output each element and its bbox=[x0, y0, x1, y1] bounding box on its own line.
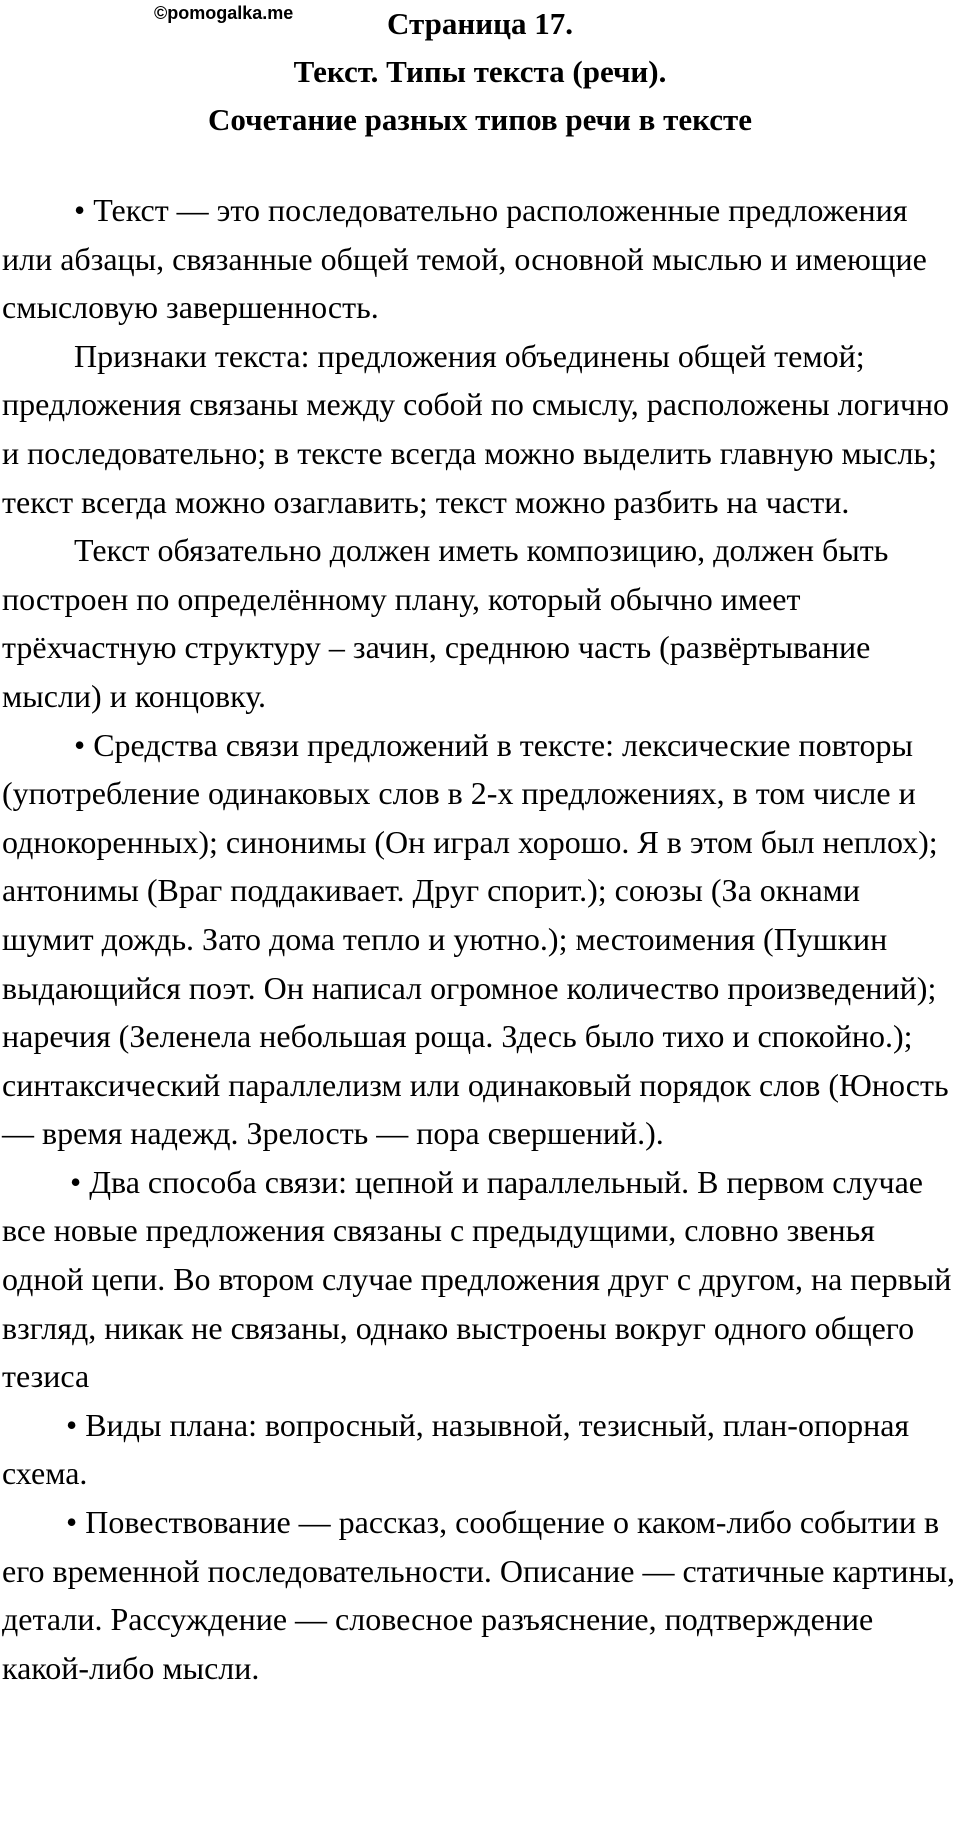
paragraph-plan-types: • Виды плана: вопросный, назывной, тезисный, план-опорная схема. bbox=[2, 1406, 910, 1492]
page-label: Страница 17. bbox=[387, 6, 573, 41]
paragraph-speech-types: • Повествование — рассказ, сообщение о каком-либо событии в его временной последовательности. Описание — статичные картины, детали. Рассуждение — словесное разъяснение, подтверждение какой-либо мысли. bbox=[2, 1504, 956, 1686]
page-header bbox=[0, 0, 960, 144]
watermark: ©pomogalka.me bbox=[154, 3, 294, 23]
paragraph-connection-types: • Два способа связи: цепной и параллельный. В первом случае все новые предложения связаны с предыдущими, словно звенья одной цепи. Во втором случае предложения друг с другом, на первый взгляд, никак не связаны, однако выстроены вокруг одного общего тезиса bbox=[2, 1163, 952, 1395]
paragraph-text-definition: • Текст — это последовательно расположенные предложения или абзацы, связанные общей темой, основной мыслью и имеющие смысловую завершенность. bbox=[2, 192, 927, 326]
page-title: Текст. Типы текста (речи). bbox=[293, 54, 667, 89]
document-body bbox=[2, 186, 958, 1692]
paragraph-connection-means: • Средства связи предложений в тексте: лексические повторы (употребление одинаковых слов в 2-х предложениях, в том числе и однокоренных); синонимы (Он играл хорошо. Я в этом был неплох); антонимы (Враг поддакивает. Друг спорит.); союзы (За окнами шумит дождь. Зато дома тепло и уютно.); местоимения (Пушкин выдающийся поэт. Он написал огромное количество произведений); наречия (Зеленела небольшая роща. Здесь было тихо и спокойно.); синтаксический параллелизм или одинаковый порядок слов (Юность — время надежд. Зрелость — пора свершений.). bbox=[2, 726, 949, 1152]
page-subtitle: Сочетание разных типов речи в тексте bbox=[208, 102, 752, 137]
paragraph-text-composition: Текст обязательно должен иметь композицию, должен быть построен по определённому плану, который обычно имеет трёхчастную структуру – зачин, среднюю часть (развёртывание мысли) и концовку. bbox=[2, 532, 889, 714]
paragraph-text-features: Признаки текста: предложения объединены общей темой; предложения связаны между собой по смыслу, расположены логично и последовательно; в тексте всегда можно выделить главную мысль; текст всегда можно озаглавить; текст можно разбить на части. bbox=[2, 337, 950, 520]
